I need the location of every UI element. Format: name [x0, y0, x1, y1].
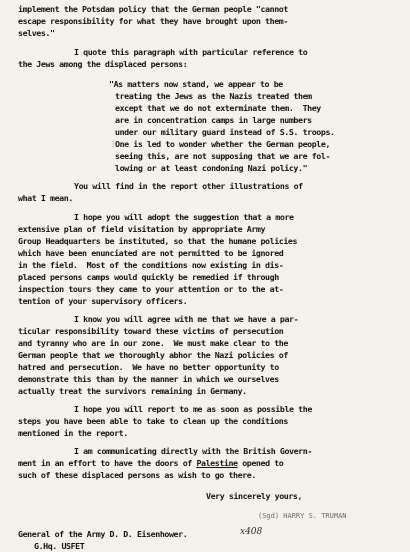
palestine-line-2-end: opened to [237, 458, 284, 468]
palestine-line-2 [18, 458, 283, 468]
quote-line-7: seeing this, are not supposing that we are fol- [115, 151, 331, 161]
opening-line-3: selves." [18, 28, 55, 38]
visitation-line-6: placed persons camps would quickly be remedied if through [18, 272, 279, 282]
intro-line-2: the Jews among the displaced persons: [18, 59, 188, 69]
quote-line-5: under our military guard instead of S.S. troops. [115, 127, 335, 137]
quote-line-2: treating the Jews as the Nazis treated them [115, 91, 312, 101]
responsibility-line-2: ticular responsibility toward these victims of persecution [18, 326, 284, 336]
addressee-line-1: General of the Army D. D. Eisenhower. [18, 529, 188, 539]
visitation-line-7: inspection tours they came to your attention or to the at- [18, 284, 284, 294]
visitation-line-2: extensive plan of field visitation by appropriate Army [18, 224, 266, 234]
palestine-line-1: I am communicating directly with the British Govern- [74, 446, 312, 456]
visitation-line-5: in the field. Most of the conditions now existing in dis- [18, 260, 284, 270]
palestine-underlined-word: Palestine [196, 458, 238, 468]
responsibility-line-7: actually treat the survivors remaining in Germany. [18, 386, 247, 396]
intro-line-1: I quote this paragraph with particular reference to [74, 47, 308, 57]
visitation-line-4: which have been enunciated are not permitted to be ignored [18, 248, 284, 258]
quote-line-6: One is led to wonder whether the German people, [115, 139, 331, 149]
visitation-line-3: Group Headquarters be instituted, so that the humane policies [18, 236, 298, 246]
report-back-line-3: mentioned in the report. [18, 428, 128, 438]
opening-line-2: escape responsibility for what they have brought upon them- [18, 16, 288, 26]
palestine-line-2-start: ment in an effort to have the doors of [18, 458, 197, 468]
opening-line-1: implement the Potsdam policy that the German people "cannot [18, 4, 288, 14]
quote-line-8: lowing or at least condoning Nazi policy." [115, 163, 308, 173]
palestine-line-3: such of these displaced persons as wish to go there. [18, 470, 256, 480]
responsibility-line-3: and tyranny who are in our zone. We must make clear to the [18, 338, 288, 348]
visitation-line-8: tention of your supervisory officers. [18, 296, 188, 306]
responsibility-line-4: German people that we thoroughly abhor the Nazi policies of [18, 350, 288, 360]
report-line-1: You will find in the report other illustrations of [74, 181, 303, 191]
quote-line-1: "As matters now stand, we appear to be [109, 79, 283, 89]
responsibility-line-6: demonstrate this than by the manner in which we ourselves [18, 374, 279, 384]
closing: Very sincerely yours, [206, 491, 303, 501]
report-back-line-2: steps you have been able to take to clean up the conditions [18, 416, 288, 426]
handwritten-note: x408 [240, 527, 263, 537]
responsibility-line-1: I know you will agree with me that we have a par- [74, 314, 299, 324]
report-back-line-1: I hope you will report to me as soon as possible the [74, 404, 312, 414]
quote-line-4: are in concentration camps in large numbers [115, 115, 312, 125]
signature: (Sgd) HARRY S. TRUMAN [258, 512, 347, 520]
responsibility-line-5: hatred and persecution. We have no better opportunity to [18, 362, 279, 372]
quote-line-3: except that we do not exterminate them. They [115, 103, 321, 113]
addressee-line-2: G.Hq. USFET [34, 541, 85, 551]
visitation-line-1: I hope you will adopt the suggestion that a more [74, 212, 294, 222]
report-line-2: what I mean. [18, 193, 73, 203]
